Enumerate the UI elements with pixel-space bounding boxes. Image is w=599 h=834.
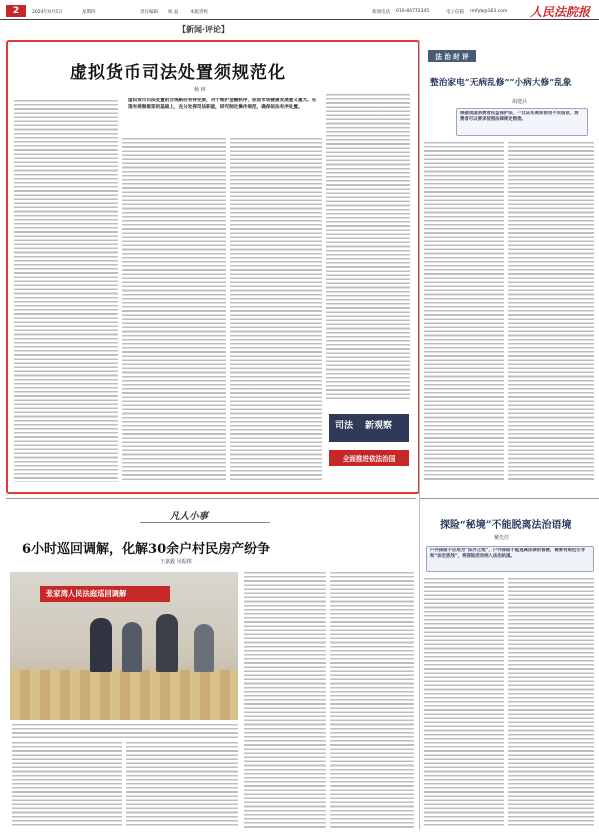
column-title: 6小时巡回调解，化解30余户村民房产纷争 [22,542,271,557]
masthead-email: rmfyb@163.com [470,9,508,14]
masthead-phone-label: 新闻电话 [372,10,390,15]
lead-article-body-col3 [230,138,322,482]
masthead-phone: 010-84772345 [396,9,430,14]
column-header [140,508,270,523]
right-bottom-author: 戴先任 [494,535,510,541]
right-bottom-summary: 户外探险不应成为“法外之地”，户外探险不能逃离法律的管辖，需要有规范引导和“法定底线”，将探险活动纳入法治轨道。 [430,548,586,560]
column-body-col2 [126,742,238,828]
photo-sign: 张家湾人民法庭巡回调解 [46,589,127,598]
lead-article-summary: 虚拟货币司法处置的合规路径有待完善，对于维护金融秩序，促进市场健康发展意义重大。在现有规制框架的基础上，充分发挥司法职能，研究制定操作规范，确保依法有序处置。 [128,98,317,110]
masthead-editor: 杨 晶 [168,10,179,15]
page-number: 2 [6,5,26,17]
lead-article-body-col2 [122,138,226,482]
masthead-date: 2024年9月5日 [32,10,63,15]
lead-article-body-col1 [14,100,118,482]
right-column-body-col2 [508,142,594,482]
masthead-rule [0,19,599,20]
photo-table [10,670,238,720]
sifa-banner [325,410,413,484]
column-name: 凡人小事 [170,511,209,522]
column-body-col3 [244,572,326,828]
right-column-body-col1 [424,142,504,482]
lead-article-title: 虚拟货币司法处置须规范化 [70,63,286,83]
column-body-col1 [12,742,122,828]
lead-article-body-col4 [326,94,410,400]
right-column-tag: 法 治 时 评 [428,50,476,62]
sifa-banner-line2: 新观察 [365,421,393,431]
right-bottom-body-col2 [508,578,594,828]
right-column-author: 胡建兵 [512,99,528,105]
masthead-email-label: 电子信箱 [446,10,464,15]
section-tag: 【新闻·评论】 [178,25,230,34]
masthead-proof-label: 本版责校 [190,10,208,15]
right-bottom-rule [420,498,599,499]
masthead-editor-label: 责任编辑 [140,10,158,15]
newspaper-logo: 人民法院报 [530,5,591,19]
column-divider [419,40,420,830]
masthead-weekday: 星期四 [82,10,96,15]
photo-person-1 [90,618,112,672]
right-column-summary: 根据我国消费者权益保护法，一旦证实商家使用不实信息，消费者可以要求按照法律规定赔偿。 [460,111,579,123]
mediation-photo [10,572,238,720]
photo-caption-lines [12,724,238,738]
right-bottom-title: 探险“秘境”不能脱离法治语境 [440,520,572,531]
bottom-section-rule [6,498,416,499]
column-authors: 王嘉毅 吴振棋 [160,559,192,565]
right-bottom-body-col1 [424,578,504,828]
lead-article-author: 杨 林 [194,87,206,93]
sifa-banner-caption: 全面推进依法治国 [329,450,409,466]
photo-person-4 [194,624,214,672]
right-column-title: 整治家电“无病乱修”“小病大修”乱象 [430,78,572,88]
photo-person-3 [156,614,178,672]
photo-person-2 [122,622,142,672]
column-body-col4 [330,572,414,828]
sifa-banner-line1: 司法 [335,421,354,431]
